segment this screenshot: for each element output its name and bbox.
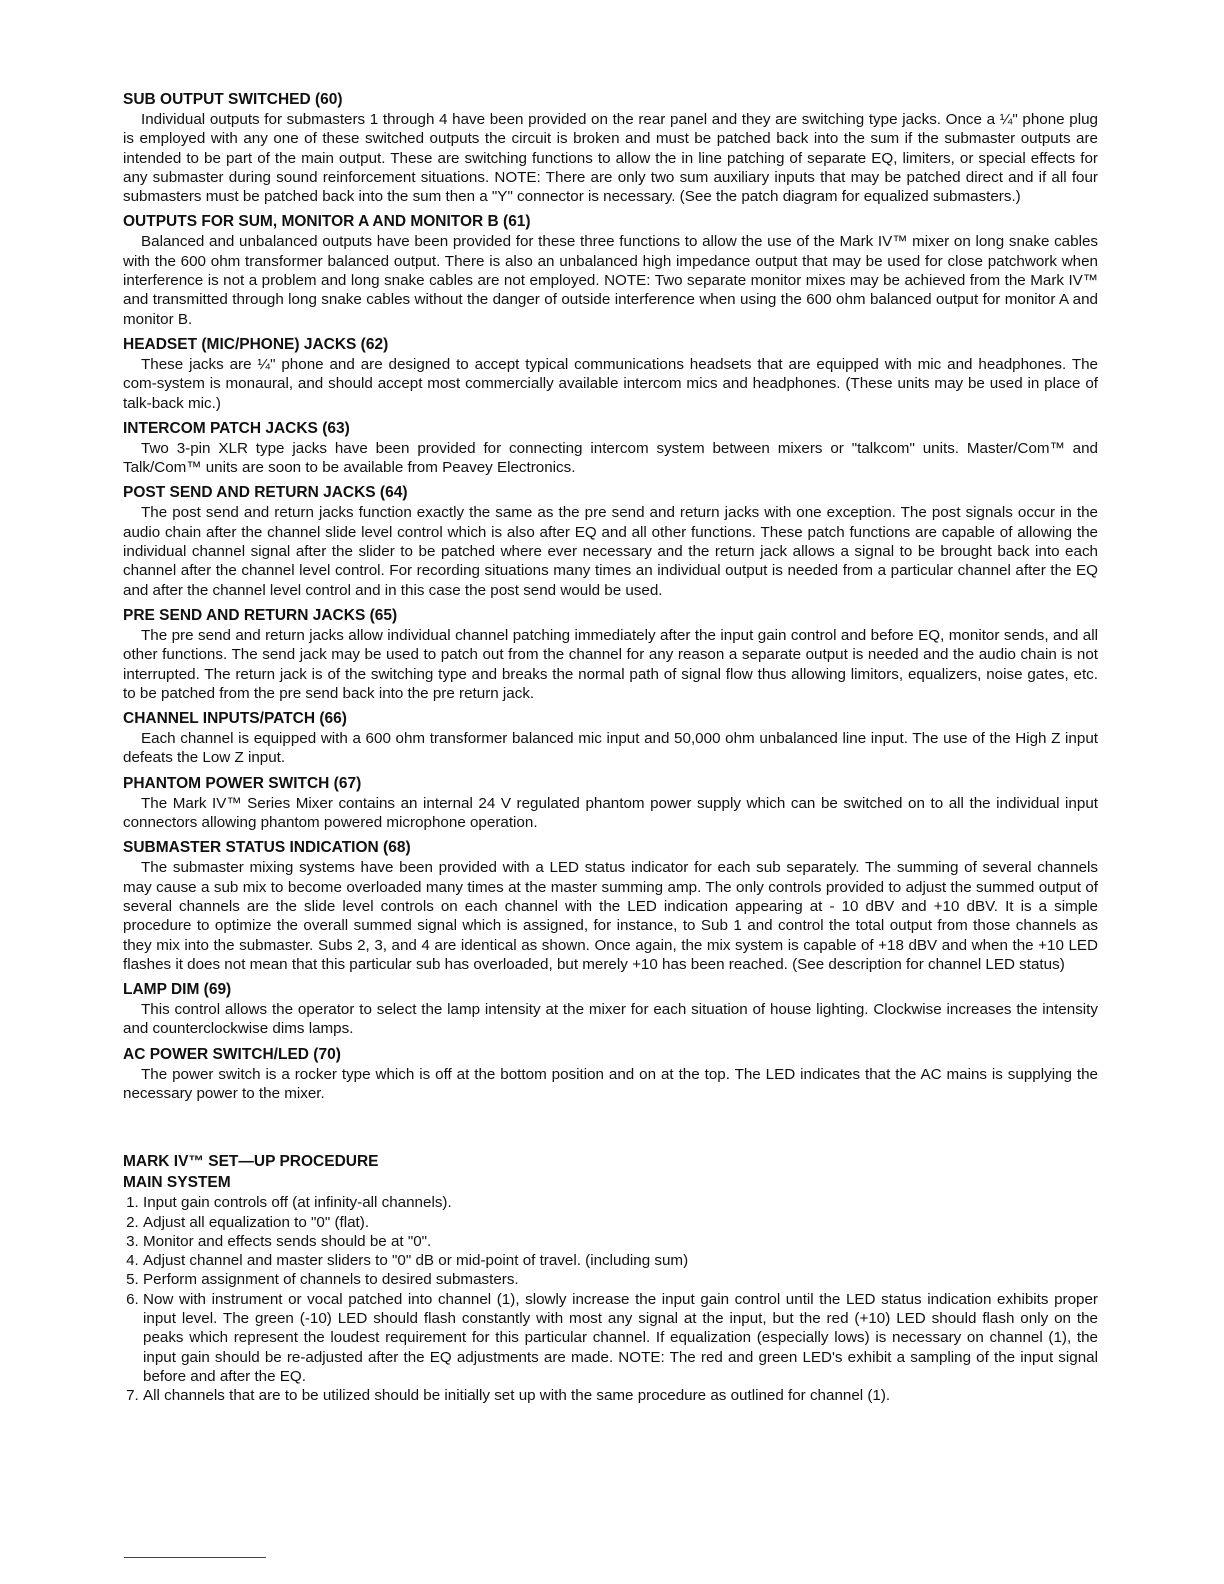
section-body: Individual outputs for submasters 1 through 4 have been provided on the rear panel and they are switching type jacks. Once a ¼" phone plug is employed with any one of these switched outputs the circuit is broken and must be patched back into the sum if the submaster outputs are intended to be part of the main output. These are switching functions to allow the in line patching of separate EQ, limiters, or special effects for any submaster during sound reinforcement situations. NOTE: There are only two sum auxiliary inputs that may be patched direct and if all four submasters must be patched back into the sum then a "Y" connector is necessary. (See the patch diagram for equalized submasters.) bbox=[123, 111, 1098, 206]
section-channel-inputs bbox=[123, 709, 1098, 768]
section-submaster-status bbox=[123, 838, 1098, 974]
section-heading: HEADSET (MIC/PHONE) JACKS (62) bbox=[123, 335, 389, 353]
section-heading: PRE SEND AND RETURN JACKS (65) bbox=[123, 606, 398, 624]
section-body: Each channel is equipped with a 600 ohm transformer balanced mic input and 50,000 ohm unbalanced line input. The use of the High Z input defeats the Low Z input. bbox=[123, 730, 1098, 767]
section-body: The power switch is a rocker type which is off at the bottom position and on at the top. The LED indicates that the AC mains is supplying the necessary power to the mixer. bbox=[123, 1065, 1098, 1102]
section-headset-jacks bbox=[123, 335, 1098, 413]
setup-step: 2. Adjust all equalization to "0" (flat). bbox=[143, 1213, 1098, 1232]
setup-step: 4. Adjust channel and master sliders to "0" dB or mid-point of travel. (including sum) bbox=[143, 1251, 1098, 1270]
setup-steps bbox=[123, 1193, 1098, 1405]
section-body: Balanced and unbalanced outputs have been provided for these three functions to allow the use of the Mark IV™ mixer on long snake cables with the 600 ohm transformer balanced output. There is also an unbalanced high impedance output that may be used for close patchwork when interference is not a problem and long snake cables are not employed. NOTE: Two separate monitor mixes may be achieved from the Mark IV™ and transmitted through long snake cables without the danger of outside interference when using the 600 ohm balanced output for monitor A and monitor B. bbox=[123, 233, 1098, 328]
section-body: These jacks are ¼" phone and are designed to accept typical communications headsets that are equipped with mic and headphones. The com-system is monaural, and should accept most commercially available intercom mics and headphones. (These units may be used in place of talk-back mic.) bbox=[123, 355, 1098, 412]
section-body: Two 3-pin XLR type jacks have been provided for connecting intercom system between mixers or "talkcom" units. Master/Com™ and Talk/Com™ units are soon to be available from Peavey Electronics. bbox=[123, 439, 1098, 477]
section-heading: INTERCOM PATCH JACKS (63) bbox=[123, 419, 350, 437]
setup-step: 7. All channels that are to be utilized should be initially set up with the same procedure as outlined for channel (1). bbox=[143, 1386, 1098, 1405]
section-sub-output-switched bbox=[123, 90, 1098, 206]
section-phantom-power bbox=[123, 774, 1098, 833]
setup-step: 5. Perform assignment of channels to desired submasters. bbox=[143, 1270, 1098, 1289]
section-heading: PHANTOM POWER SWITCH (67) bbox=[123, 774, 362, 792]
setup-step: 3. Monitor and effects sends should be at "0". bbox=[143, 1232, 1098, 1251]
section-body: The Mark IV™ Series Mixer contains an internal 24 V regulated phantom power supply which can be switched on to all the individual input connectors allowing phantom powered microphone operation. bbox=[123, 794, 1098, 832]
section-body: The pre send and return jacks allow individual channel patching immediately after the input gain control and before EQ, monitor sends, and all other functions. The send jack may be used to patch out from the channel for any reason a separate output is needed and the audio chain is not interrupted. The return jack is of the switching type and breaks the normal path of signal flow thus allowing limitors, equalizers, noise gates, etc. to be patched from the pre send back into the pre return jack. bbox=[123, 626, 1098, 702]
section-post-send-return bbox=[123, 483, 1098, 599]
section-heading: OUTPUTS FOR SUM, MONITOR A AND MONITOR B (61) bbox=[123, 213, 531, 231]
section-heading: SUB OUTPUT SWITCHED (60) bbox=[123, 91, 343, 108]
section-ac-power bbox=[123, 1045, 1098, 1104]
section-body: This control allows the operator to select the lamp intensity at the mixer for each situation of house lighting. Clockwise increases the intensity and counterclockwise dims lamps. bbox=[123, 1001, 1098, 1038]
section-heading: LAMP DIM (69) bbox=[123, 981, 232, 999]
section-outputs-sum-monitor bbox=[123, 212, 1098, 328]
section-heading: AC POWER SWITCH/LED (70) bbox=[123, 1045, 341, 1063]
section-intercom-patch-jacks bbox=[123, 419, 1098, 478]
setup-step: 1. Input gain controls off (at infinity-all channels). bbox=[143, 1193, 1098, 1212]
section-heading: POST SEND AND RETURN JACKS (64) bbox=[123, 484, 408, 502]
section-body: The submaster mixing systems have been provided with a LED status indicator for each sub separately. The summing of several channels may cause a sub mix to become overloaded many times at the master summing amp. The only controls provided to adjust the summed output of several channels are the slide level controls on each channel with the LED indication appearing at - 10 dBV and +10 dBV. It is a simple procedure to optimize the overall summed signal which is assigned, for instance, to Sub 1 and control the total output from those channels as they mix into the submaster. Subs 2, 3, and 4 are identical as shown. Once again, the mix system is capable of +18 dBV and when the +10 LED flashes it does not mean that this particular sub has overloaded, but merely +10 has been reached. (See description for channel LED status) bbox=[123, 859, 1098, 973]
section-heading: CHANNEL INPUTS/PATCH (66) bbox=[123, 710, 347, 728]
setup-subtitle: MAIN SYSTEM bbox=[123, 1174, 231, 1192]
section-body: The post send and return jacks function exactly the same as the pre send and return jacks with one exception. The post signals occur in the audio chain after the channel slide level control which is also after EQ and all other functions. These patch functions are capable of allowing the individual channel signal after the slider to be patched where ever necessary and the return jack allows a signal to be brought back into each channel after the channel level control. For recording situations many times an individual output is needed from a particular channel after the EQ and after the channel level control and in this case the post send would be used. bbox=[123, 504, 1098, 599]
section-pre-send-return bbox=[123, 606, 1098, 703]
document-page bbox=[123, 90, 1098, 1406]
setup-procedure bbox=[123, 1151, 1098, 1405]
setup-title: MARK IV™ SET—UP PROCEDURE bbox=[123, 1153, 379, 1171]
setup-step: 6. Now with instrument or vocal patched into channel (1), slowly increase the input gain control until the LED status indication exhibits proper input level. The green (-10) LED should flash constantly with most any signal at the input, but the red (+10) LED should flash only on the peaks which represent the loudest requirement for this particular channel. If equalization (especially lows) is necessary on channel (1), the input gain should be re-adjusted after the EQ adjustments are made. NOTE: The red and green LED's exhibit a sampling of the input signal before and after the EQ. bbox=[143, 1290, 1098, 1386]
section-heading: SUBMASTER STATUS INDICATION (68) bbox=[123, 839, 411, 857]
section-lamp-dim bbox=[123, 980, 1098, 1039]
footnote-divider bbox=[124, 1557, 266, 1558]
